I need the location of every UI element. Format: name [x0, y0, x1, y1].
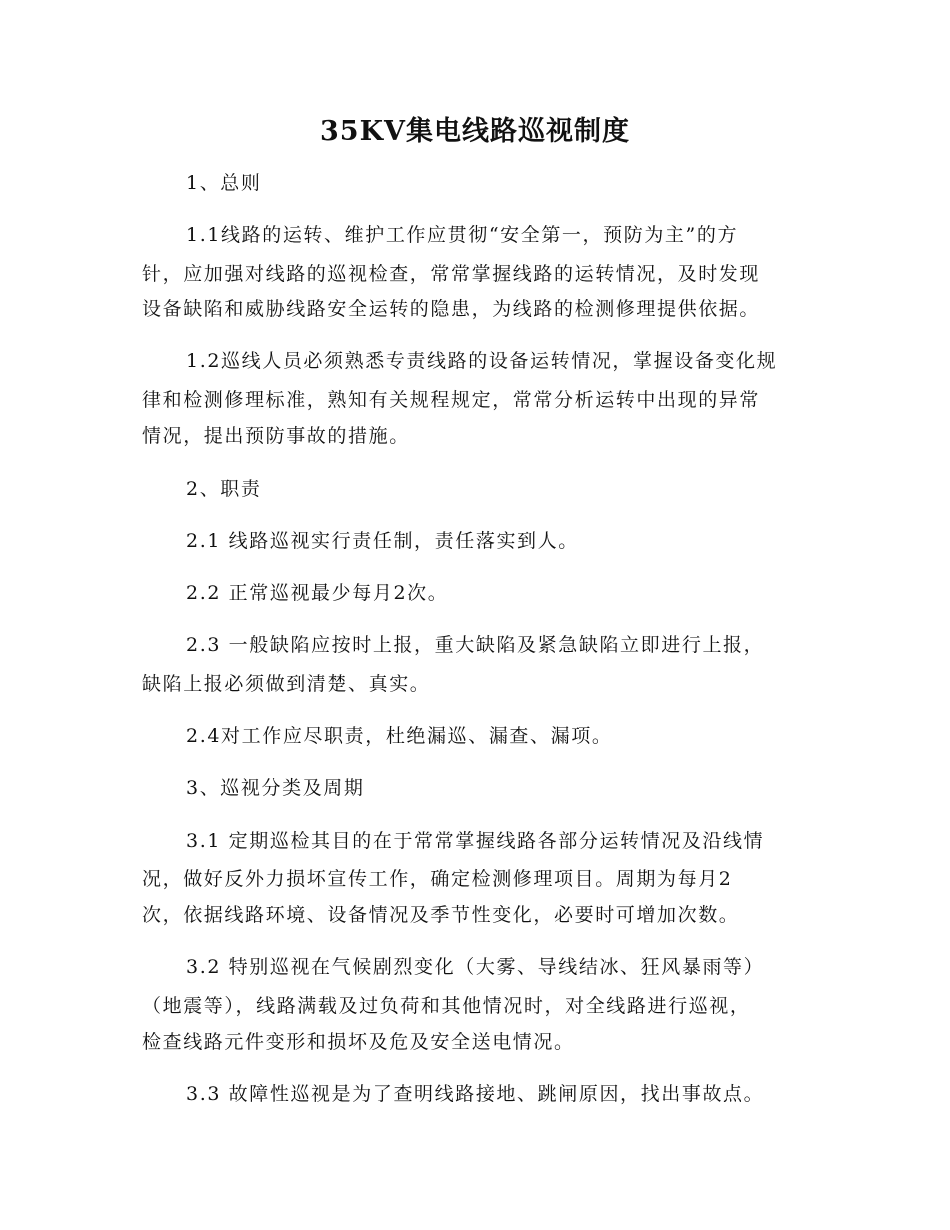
paragraph-line: 2.3 一般缺陷应按时上报，重大缺陷及紧急缺陷立即进行上报， — [186, 634, 765, 656]
section-heading-duties: 2、职责 — [186, 478, 262, 500]
paragraph-line: 律和检测修理标准，熟知有关规程规定，常常分析运转中出现的异常 — [142, 389, 761, 411]
paragraph-line: 3.2 特别巡视在气候剧烈变化（大雾、导线结冰、狂风暴雨等） — [186, 956, 765, 978]
paragraph-line: 2.1 线路巡视实行责任制，责任落实到人。 — [186, 530, 579, 552]
paragraph-line: （地震等），线路满载及过负荷和其他情况时，对全线路进行巡视， — [142, 995, 751, 1017]
document-title: 35KV集电线路巡视制度 — [320, 116, 630, 147]
paragraph-line: 3.3 故障性巡视是为了查明线路接地、跳闸原因，找出事故点。 — [186, 1083, 765, 1105]
section-heading-inspection: 3、巡视分类及周期 — [186, 777, 365, 799]
paragraph-line: 1.2巡线人员必须熟悉专责线路的设备运转情况，掌握设备变化规 — [186, 350, 778, 372]
paragraph-line: 况，做好反外力损坏宣传工作，确定检测修理项目。周期为每月2 — [142, 868, 733, 890]
paragraph-line: 设备缺陷和威胁线路安全运转的隐患，为线路的检测修理提供依据。 — [142, 298, 761, 320]
paragraph-line: 2.2 正常巡视最少每月2次。 — [186, 582, 449, 604]
paragraph-line: 3.1 定期巡检其目的在于常常掌握线路各部分运转情况及沿线情 — [186, 830, 765, 852]
paragraph-line: 1.1线路的运转、维护工作应贯彻“安全第一，预防为主”的方 — [186, 224, 739, 246]
paragraph-line: 针，应加强对线路的巡视检查，常常掌握线路的运转情况，及时发现 — [142, 263, 761, 285]
paragraph-line: 缺陷上报必须做到清楚、真实。 — [142, 673, 431, 695]
paragraph-line: 2.4对工作应尽职责，杜绝漏巡、漏查、漏项。 — [186, 725, 613, 747]
paragraph-line: 次，依据线路环境、设备情况及季节性变化，必要时可增加次数。 — [142, 904, 740, 926]
section-heading-general: 1、总则 — [186, 172, 262, 194]
paragraph-line: 检查线路元件变形和损坏及危及安全送电情况。 — [142, 1031, 575, 1053]
paragraph-line: 情况，提出预防事故的措施。 — [142, 425, 410, 447]
